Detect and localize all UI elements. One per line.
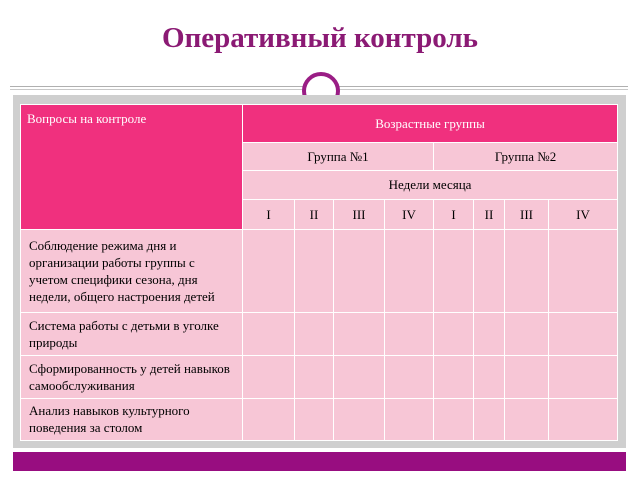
control-table (20, 104, 618, 441)
data-cell (243, 312, 295, 355)
week-cell: I (243, 199, 295, 230)
data-cell (385, 355, 434, 398)
data-cell (549, 398, 618, 440)
table-header-row (21, 105, 618, 143)
data-cell (295, 312, 334, 355)
data-cell (295, 398, 334, 440)
data-cell (549, 312, 618, 355)
weeks-header: Недели месяца (243, 170, 618, 199)
question-cell: Анализ навыков культурного поведения за столом (21, 398, 243, 440)
data-cell (334, 398, 385, 440)
data-cell (385, 230, 434, 312)
week-cell: IV (385, 199, 434, 230)
week-cell: IV (549, 199, 618, 230)
week-cell: II (295, 199, 334, 230)
group-2-header: Группа №2 (434, 143, 618, 171)
data-cell (334, 355, 385, 398)
data-cell (505, 355, 549, 398)
bottom-accent-bar (13, 452, 626, 471)
age-groups-header: Возрастные группы (243, 105, 618, 143)
week-cell: III (505, 199, 549, 230)
data-cell (474, 230, 505, 312)
question-cell: Соблюдение режима дня и организации работы группы с учетом специфики сезона, дня недели, общего настроения детей (21, 230, 243, 312)
data-cell (243, 398, 295, 440)
data-cell (334, 230, 385, 312)
data-cell (295, 355, 334, 398)
data-cell (385, 312, 434, 355)
data-cell (243, 230, 295, 312)
table-row (21, 312, 618, 355)
table-row (21, 398, 618, 440)
data-cell (434, 398, 474, 440)
data-cell (505, 398, 549, 440)
data-cell (505, 312, 549, 355)
table-row (21, 230, 618, 312)
data-cell (549, 230, 618, 312)
data-cell (295, 230, 334, 312)
question-cell: Система работы с детьми в уголке природы (21, 312, 243, 355)
data-cell (434, 230, 474, 312)
data-cell (434, 312, 474, 355)
data-cell (243, 355, 295, 398)
questions-header: Вопросы на контроле (21, 105, 243, 230)
data-cell (474, 398, 505, 440)
table-row (21, 355, 618, 398)
data-cell (474, 355, 505, 398)
data-cell (334, 312, 385, 355)
week-cell: III (334, 199, 385, 230)
data-cell (385, 398, 434, 440)
page-title: Оперативный контроль (162, 22, 478, 54)
data-cell (549, 355, 618, 398)
data-cell (474, 312, 505, 355)
data-cell (505, 230, 549, 312)
data-cell (434, 355, 474, 398)
question-cell: Сформированность у детей навыков самообслуживания (21, 355, 243, 398)
group-1-header: Группа №1 (243, 143, 434, 171)
week-cell: II (474, 199, 505, 230)
week-cell: I (434, 199, 474, 230)
